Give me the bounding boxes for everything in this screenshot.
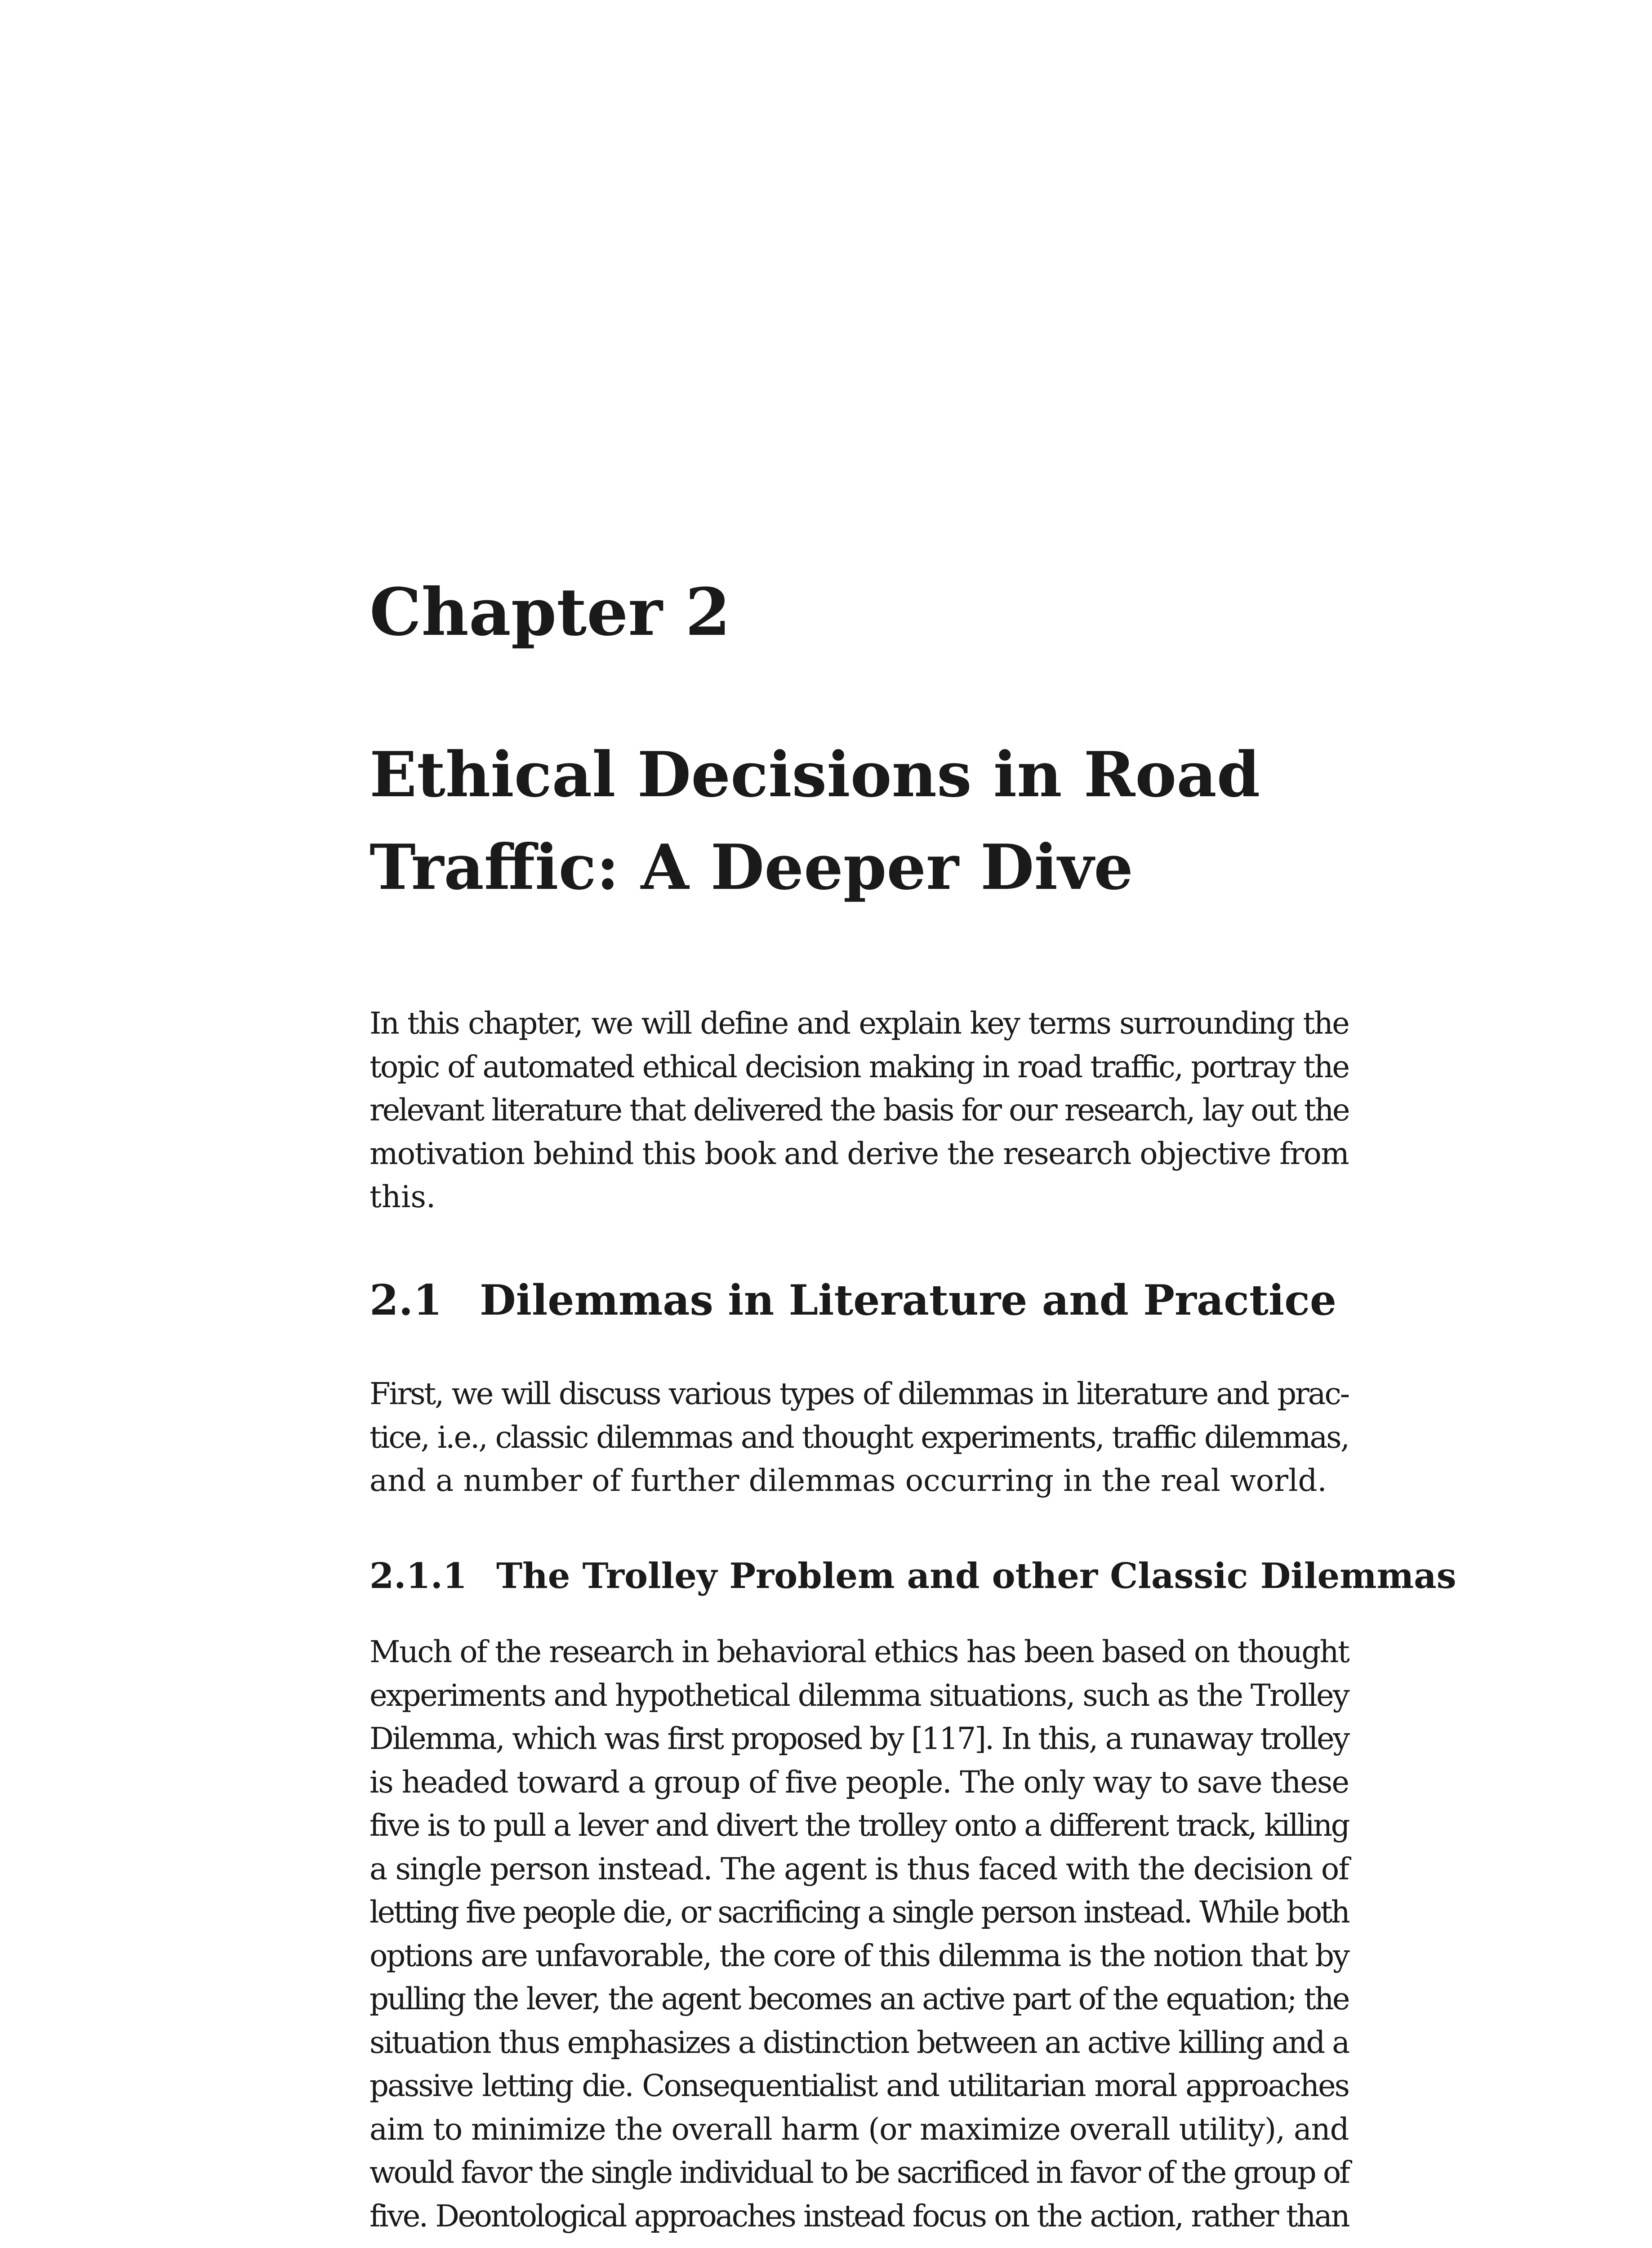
text-line: and a number of further dilemmas occurring in the real world. bbox=[370, 1463, 1327, 1498]
text-line: letting five people die, or sacrificing a single person instead. While both bbox=[370, 1895, 1349, 1930]
chapter-title bbox=[370, 728, 1349, 914]
text-line: First, we will discuss various types of dilemmas in literature and prac- bbox=[370, 1376, 1349, 1411]
section-heading bbox=[370, 1276, 1337, 1325]
section-paragraph bbox=[370, 1372, 1349, 1503]
text-line: In this chapter, we will define and explain key terms surrounding the bbox=[370, 1006, 1349, 1041]
subsection-number: 2.1.1 bbox=[370, 1556, 468, 1597]
text-line: aim to minimize the overall harm (or maximize overall utility), and bbox=[370, 2111, 1349, 2147]
text-line: pulling the lever, the agent becomes an active part of the equation; the bbox=[370, 1981, 1349, 2016]
text-line: a single person instead. The agent is thus faced with the decision of bbox=[370, 1851, 1349, 1887]
text-line: passive letting die. Consequentialist and utilitarian moral approaches bbox=[370, 2068, 1349, 2103]
section-number: 2.1 bbox=[370, 1276, 442, 1325]
subsection-paragraph bbox=[370, 1630, 1349, 2238]
chapter-label: Chapter 2 bbox=[370, 574, 731, 651]
text-line: would favor the single individual to be sacrificed in favor of the group of bbox=[370, 2155, 1349, 2190]
section-title: Dilemmas in Literature and Practice bbox=[480, 1276, 1337, 1325]
text-line: five is to pull a lever and divert the trolley onto a different track, killing bbox=[370, 1808, 1349, 1843]
text-line: Much of the research in behavioral ethics has been based on thought bbox=[370, 1634, 1349, 1669]
text-line: situation thus emphasizes a distinction between an active killing and a bbox=[370, 2025, 1349, 2060]
text-line: motivation behind this book and derive the research objective from bbox=[370, 1136, 1349, 1171]
text-line: five. Deontological approaches instead focus on the action, rather than bbox=[370, 2198, 1349, 2234]
text-line: relevant literature that delivered the basis for our research, lay out the bbox=[370, 1093, 1349, 1128]
intro-paragraph bbox=[370, 1002, 1349, 1219]
text-line: Dilemma, which was first proposed by [117]. In this, a runaway trolley bbox=[370, 1721, 1349, 1756]
text-line: topic of automated ethical decision making in road traffic, portray the bbox=[370, 1049, 1349, 1084]
text-line: options are unfavorable, the core of this dilemma is the notion that by bbox=[370, 1938, 1349, 1973]
text-line: this. bbox=[370, 1179, 436, 1214]
text-line: tice, i.e., classic dilemmas and thought experiments, traffic dilemmas, bbox=[370, 1419, 1349, 1455]
subsection-heading bbox=[370, 1556, 1456, 1597]
text-line: is headed toward a group of five people. The only way to save these bbox=[370, 1764, 1349, 1800]
subsection-title: The Trolley Problem and other Classic Dilemmas bbox=[496, 1556, 1456, 1597]
chapter-title-line-2: Traffic: A Deeper Dive bbox=[370, 830, 1133, 904]
text-line: experiments and hypothetical dilemma situations, such as the Trolley bbox=[370, 1677, 1349, 1713]
chapter-title-line-1: Ethical Decisions in Road bbox=[370, 738, 1260, 811]
